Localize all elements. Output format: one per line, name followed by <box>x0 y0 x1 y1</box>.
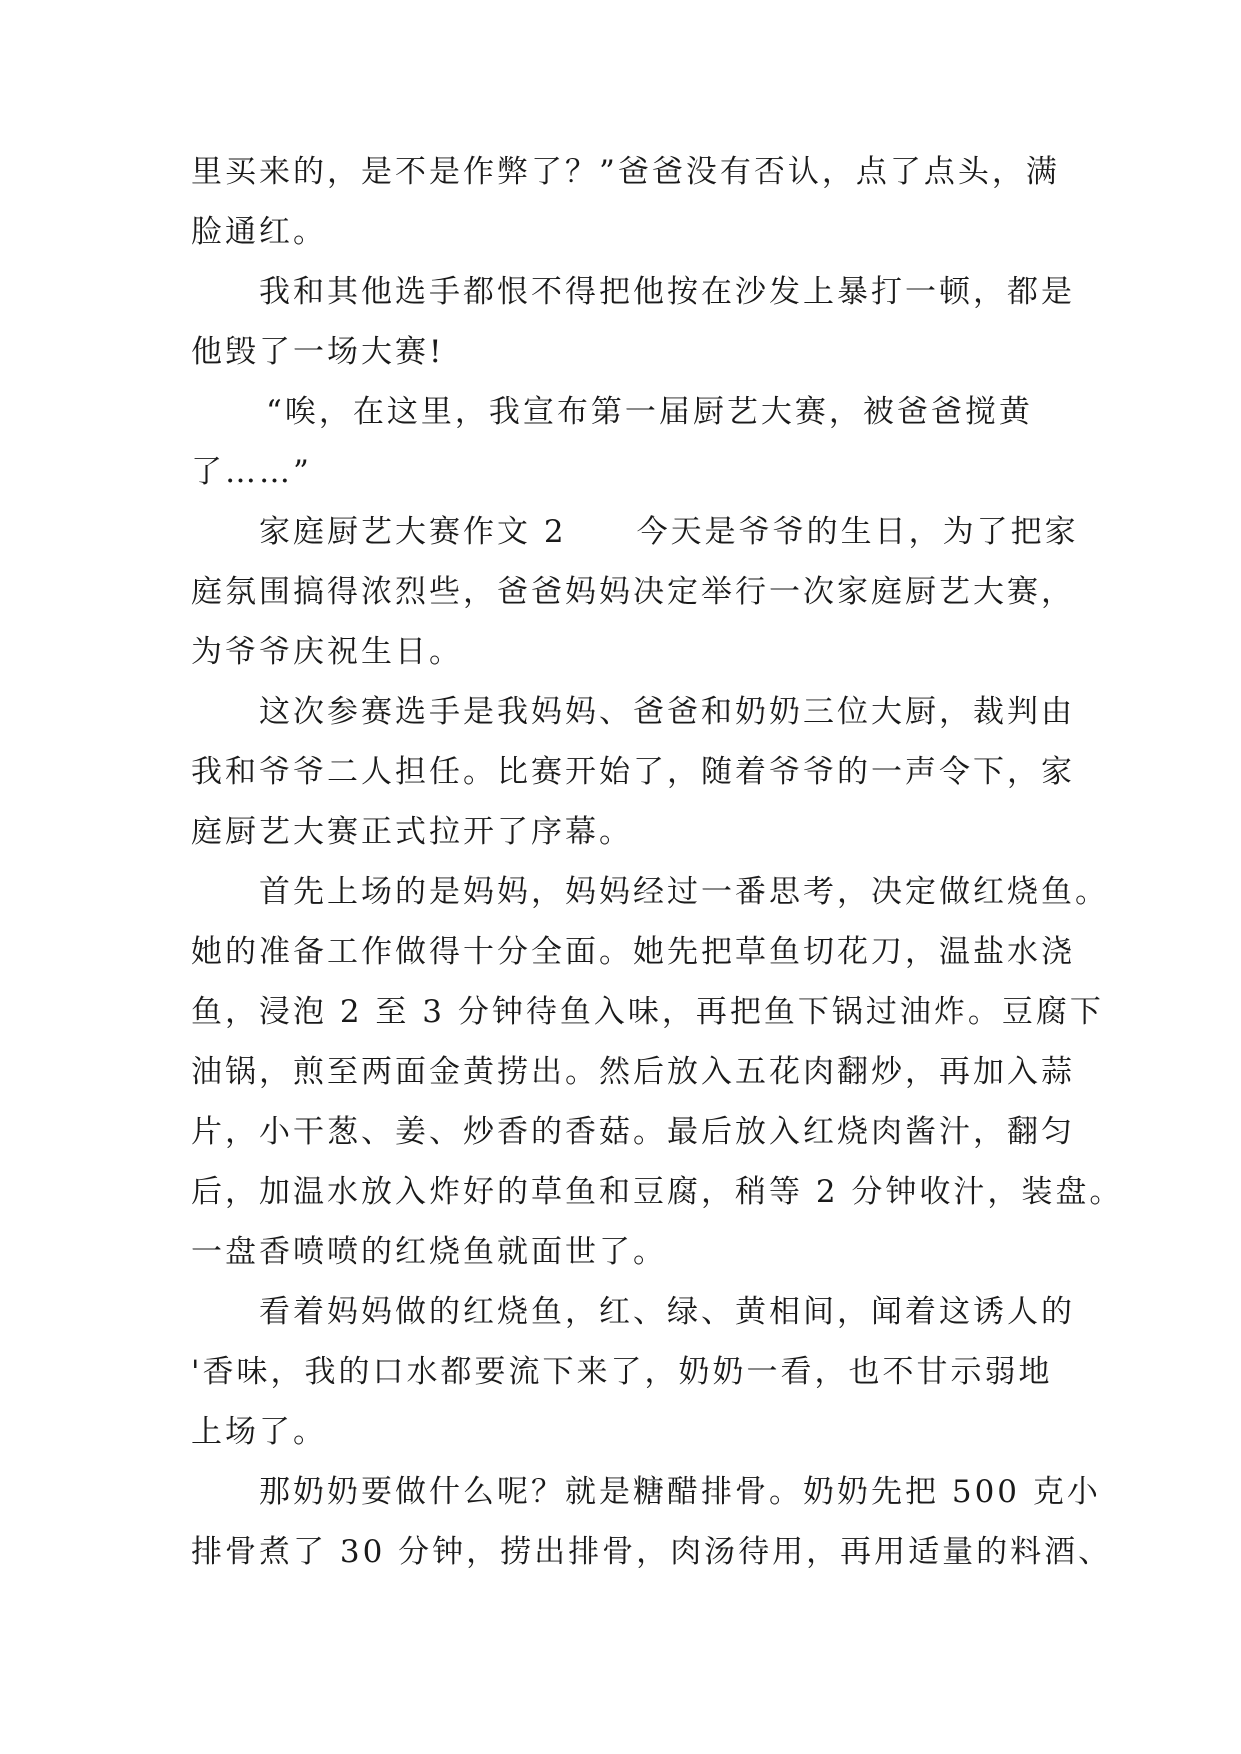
text-line: 后，加温水放入炸好的草鱼和豆腐，稍等 2 分钟收汁，装盘。 <box>191 1174 1124 1210</box>
text-line: 里买来的，是不是作弊了？”爸爸没有否认，点了点头，满 <box>191 154 1060 190</box>
paragraph-6 <box>191 862 1124 1282</box>
text-line: 他毁了一场大赛! <box>191 334 445 370</box>
text-line: 我和其他选手都恨不得把他按在沙发上暴打一顿，都是 <box>259 274 1075 310</box>
text-line: 看着妈妈做的红烧鱼，红、绿、黄相间，闻着这诱人的 <box>259 1294 1075 1330</box>
text-line: 今天是爷爷的生日，为了把家 <box>636 514 1079 550</box>
paragraph-5 <box>191 682 1075 862</box>
text-line: 庭氛围搞得浓烈些，爸爸妈妈决定举行一次家庭厨艺大赛， <box>191 574 1075 610</box>
text-line: 为爷爷庆祝生日。 <box>191 634 463 670</box>
text-line: 我和爷爷二人担任。比赛开始了，随着爷爷的一声令下，家 <box>191 754 1075 790</box>
text-line: 了……” <box>191 454 312 490</box>
section-heading: 家庭厨艺大赛作文 2 <box>259 514 567 550</box>
paragraph-4 <box>191 502 1079 682</box>
text-line: 上场了。 <box>191 1414 327 1450</box>
text-line: 脸通红。 <box>191 214 327 250</box>
text-line: 首先上场的是妈妈，妈妈经过一番思考，决定做红烧鱼。 <box>259 874 1109 910</box>
text-line: 这次参赛选手是我妈妈、爸爸和奶奶三位大厨，裁判由 <box>259 694 1075 730</box>
paragraph-2 <box>191 262 1075 382</box>
paragraph-7 <box>191 1282 1075 1462</box>
text-line: 排骨煮了 30 分钟，捞出排骨，肉汤待用，再用适量的料酒、 <box>191 1534 1113 1570</box>
paragraph-1 <box>191 142 1061 262</box>
paragraph-3 <box>191 382 1061 502</box>
text-line: “唉，在这里，我宣布第一届厨艺大赛，被爸爸搅黄 <box>266 394 1033 430</box>
text-line: 片，小干葱、姜、炒香的香菇。最后放入红烧肉酱汁，翻匀 <box>191 1114 1075 1150</box>
text-line: '香味，我的口水都要流下来了，奶奶一看，也不甘示弱地 <box>191 1354 1053 1390</box>
paragraph-8 <box>191 1462 1113 1582</box>
document-body <box>191 142 1124 1582</box>
text-line: 那奶奶要做什么呢？就是糖醋排骨。奶奶先把 500 克小 <box>259 1474 1101 1510</box>
text-line: 她的准备工作做得十分全面。她先把草鱼切花刀，温盐水浇 <box>191 934 1075 970</box>
text-line: 鱼，浸泡 2 至 3 分钟待鱼入味，再把鱼下锅过油炸。豆腐下 <box>191 994 1104 1030</box>
text-line: 油锅，煎至两面金黄捞出。然后放入五花肉翻炒，再加入蒜 <box>191 1054 1075 1090</box>
text-line: 一盘香喷喷的红烧鱼就面世了。 <box>191 1234 667 1270</box>
text-line: 庭厨艺大赛正式拉开了序幕。 <box>191 814 633 850</box>
